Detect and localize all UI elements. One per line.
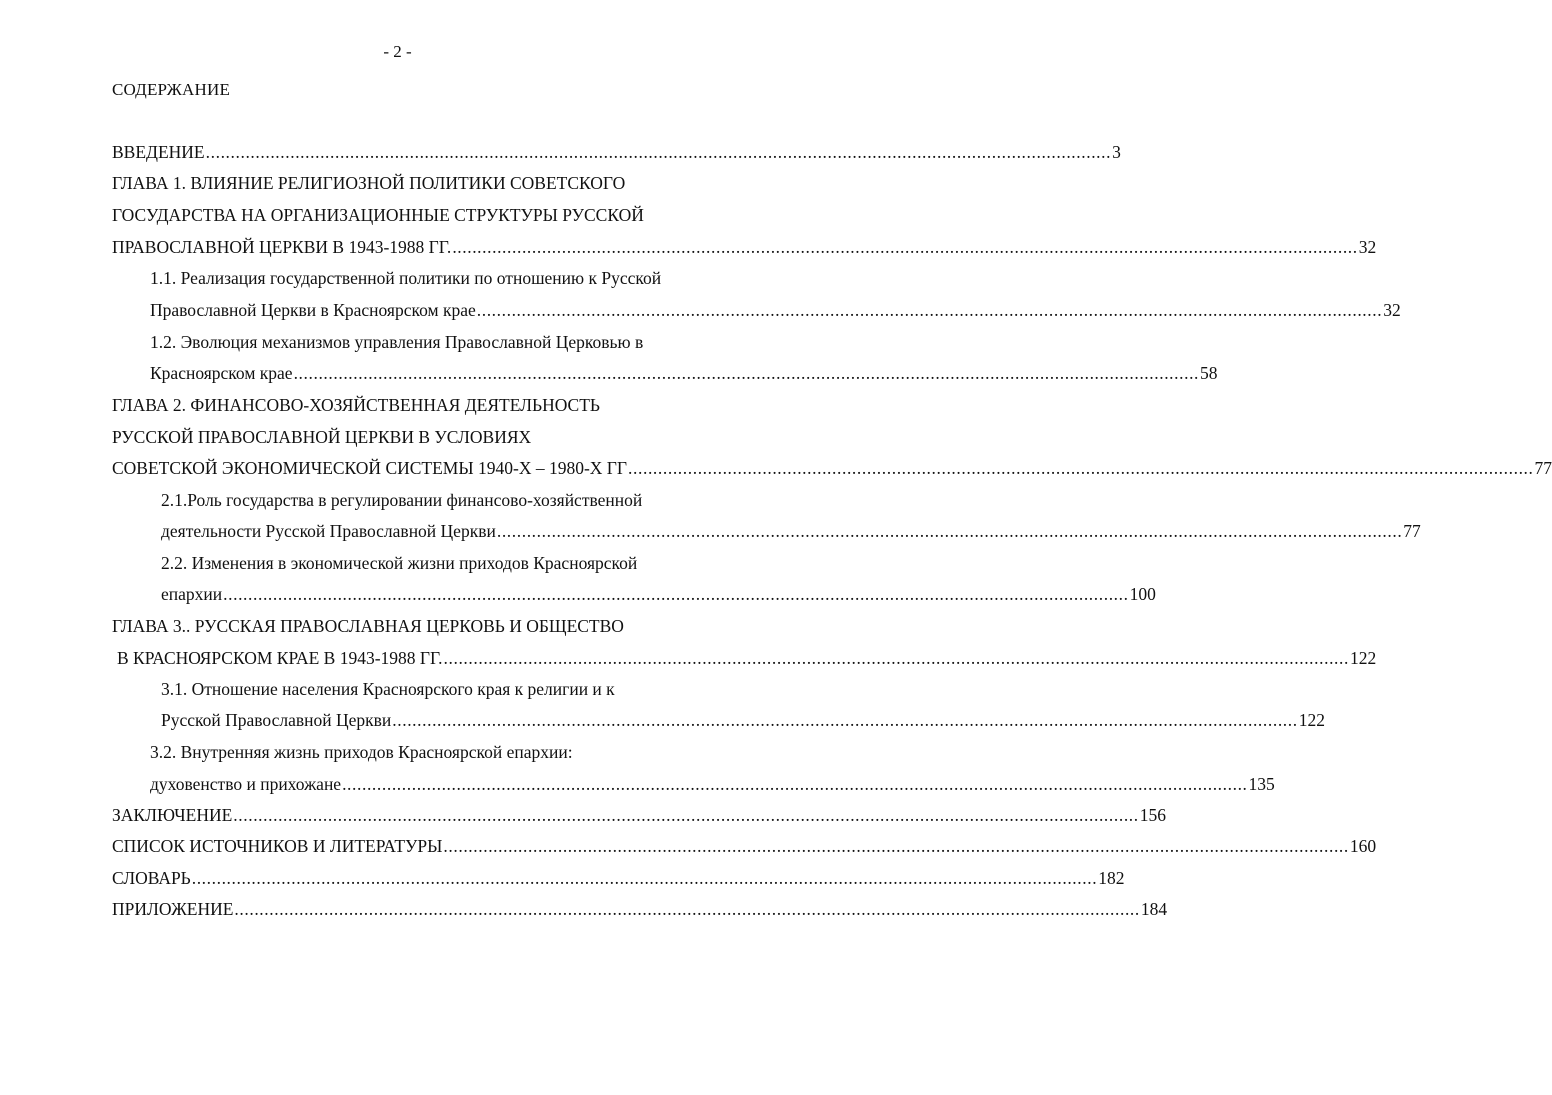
dot-leader: ...................................................................................................................................................................................... <box>443 648 1349 668</box>
toc-entry-section-3-1-line-1: 3.1. Отношение населения Красноярского края к религии и к <box>161 679 615 699</box>
toc-page-number: 160 <box>1349 836 1377 856</box>
toc-page-number: 122 <box>1349 648 1377 668</box>
page-number: - 2 - <box>383 42 412 61</box>
toc-entry-label: Православной Церкви в Красноярском крае <box>150 300 476 320</box>
toc-entry-chapter-2-line-2: РУССКОЙ ПРАВОСЛАВНОЙ ЦЕРКВИ В УСЛОВИЯХ <box>112 427 532 447</box>
toc-page-number: 32 <box>1383 300 1401 320</box>
toc-entry-label: ВВЕДЕНИЕ <box>112 142 205 162</box>
toc-entry-label: СЛОВАРЬ <box>112 868 191 888</box>
toc-page-number: 3 <box>1112 142 1121 162</box>
toc-entry-label: ЗАКЛЮЧЕНИЕ <box>112 805 233 825</box>
toc-entry-section-2-2 <box>161 582 1156 606</box>
toc-page-number: 122 <box>1298 710 1325 730</box>
dot-leader: ...................................................................................................................................................................................... <box>205 142 1112 162</box>
toc-entry-chapter-1-line-1: ГЛАВА 1. ВЛИЯНИЕ РЕЛИГИОЗНОЙ ПОЛИТИКИ СОВЕТСКОГО <box>112 173 626 193</box>
dot-leader: ...................................................................................................................................................................................... <box>443 836 1349 856</box>
toc-entry-glossary <box>112 866 1125 890</box>
toc-entry-section-3-2-line-1: 3.2. Внутренняя жизнь приходов Красноярской епархии: <box>150 742 573 762</box>
toc-entry-label: ПРАВОСЛАВНОЙ ЦЕРКВИ В 1943-1988 ГГ. <box>112 237 452 257</box>
toc-entry-label: В КРАСНОЯРСКОМ КРАЕ В 1943-1988 ГГ. <box>117 648 443 668</box>
toc-entry-section-1-2 <box>150 361 1218 385</box>
toc-page-number: 32 <box>1358 237 1377 257</box>
toc-entry-label: духовенство и прихожане <box>150 774 342 794</box>
toc-page-number: 135 <box>1248 774 1275 794</box>
toc-entry-label: Русской Православной Церкви <box>161 710 392 730</box>
toc-page-number: 58 <box>1200 363 1218 383</box>
toc-entry-section-3-1 <box>161 708 1325 732</box>
dot-leader: ...................................................................................................................................................................................... <box>496 521 1403 541</box>
toc-entry-chapter-3-line-1: ГЛАВА 3.. РУССКАЯ ПРАВОСЛАВНАЯ ЦЕРКОВЬ И ОБЩЕСТВО <box>112 616 624 636</box>
toc-entry-label: СПИСОК ИСТОЧНИКОВ И ЛИТЕРАТУРЫ <box>112 836 443 856</box>
toc-entry-chapter-1-line-2: ГОСУДАРСТВА НА ОРГАНИЗАЦИОННЫЕ СТРУКТУРЫ РУССКОЙ <box>112 205 644 225</box>
toc-entry-section-1-1 <box>150 298 1401 322</box>
toc-entry-introduction <box>112 140 1121 164</box>
dot-leader: ...................................................................................................................................................................................... <box>476 300 1383 320</box>
toc-title: СОДЕРЖАНИЕ <box>112 80 231 99</box>
toc-entry-chapter-1 <box>112 235 1377 259</box>
toc-entry-appendix <box>112 897 1168 921</box>
toc-entry-chapter-3 <box>117 646 1377 670</box>
toc-entry-chapter-2 <box>112 456 1552 480</box>
dot-leader: ...................................................................................................................................................................................... <box>392 710 1298 730</box>
toc-entry-section-3-2 <box>150 772 1275 796</box>
toc-entry-sources <box>112 834 1377 858</box>
dot-leader: ...................................................................................................................................................................................... <box>223 584 1129 604</box>
toc-entry-label: СОВЕТСКОЙ ЭКОНОМИЧЕСКОЙ СИСТЕМЫ 1940-Х – 1980-Х ГГ <box>112 458 628 478</box>
toc-entry-label: Красноярском крае <box>150 363 293 383</box>
toc-page-number: 182 <box>1098 868 1125 888</box>
toc-entry-section-2-2-line-1: 2.2. Изменения в экономической жизни приходов Красноярской <box>161 553 638 573</box>
toc-entry-conclusion <box>112 803 1166 827</box>
dot-leader: ...................................................................................................................................................................................... <box>342 774 1248 794</box>
toc-entry-section-1-2-line-1: 1.2. Эволюция механизмов управления Православной Церковью в <box>150 332 644 352</box>
toc-page-number: 100 <box>1129 584 1156 604</box>
toc-entry-label: епархии <box>161 584 223 604</box>
dot-leader: ...................................................................................................................................................................................... <box>293 363 1200 383</box>
toc-entry-section-2-1 <box>161 519 1421 543</box>
toc-page-number: 184 <box>1140 899 1168 919</box>
dot-leader: ...................................................................................................................................................................................... <box>452 237 1358 257</box>
toc-entry-label: ПРИЛОЖЕНИЕ <box>112 899 234 919</box>
dot-leader: ...................................................................................................................................................................................... <box>191 868 1098 888</box>
dot-leader: ...................................................................................................................................................................................... <box>233 805 1139 825</box>
dot-leader: ...................................................................................................................................................................................... <box>234 899 1140 919</box>
toc-entry-section-1-1-line-1: 1.1. Реализация государственной политики по отношению к Русской <box>150 268 662 288</box>
toc-page-number: 156 <box>1139 805 1166 825</box>
toc-page-number: 77 <box>1403 521 1421 541</box>
dot-leader: ...................................................................................................................................................................................... <box>628 458 1534 478</box>
toc-entry-chapter-2-line-1: ГЛАВА 2. ФИНАНСОВО-ХОЗЯЙСТВЕННАЯ ДЕЯТЕЛЬНОСТЬ <box>112 395 600 415</box>
toc-entry-label: деятельности Русской Православной Церкви <box>161 521 496 541</box>
toc-entry-section-2-1-line-1: 2.1.Роль государства в регулировании финансово-хозяйственной <box>161 490 643 510</box>
toc-page-number: 77 <box>1534 458 1552 478</box>
